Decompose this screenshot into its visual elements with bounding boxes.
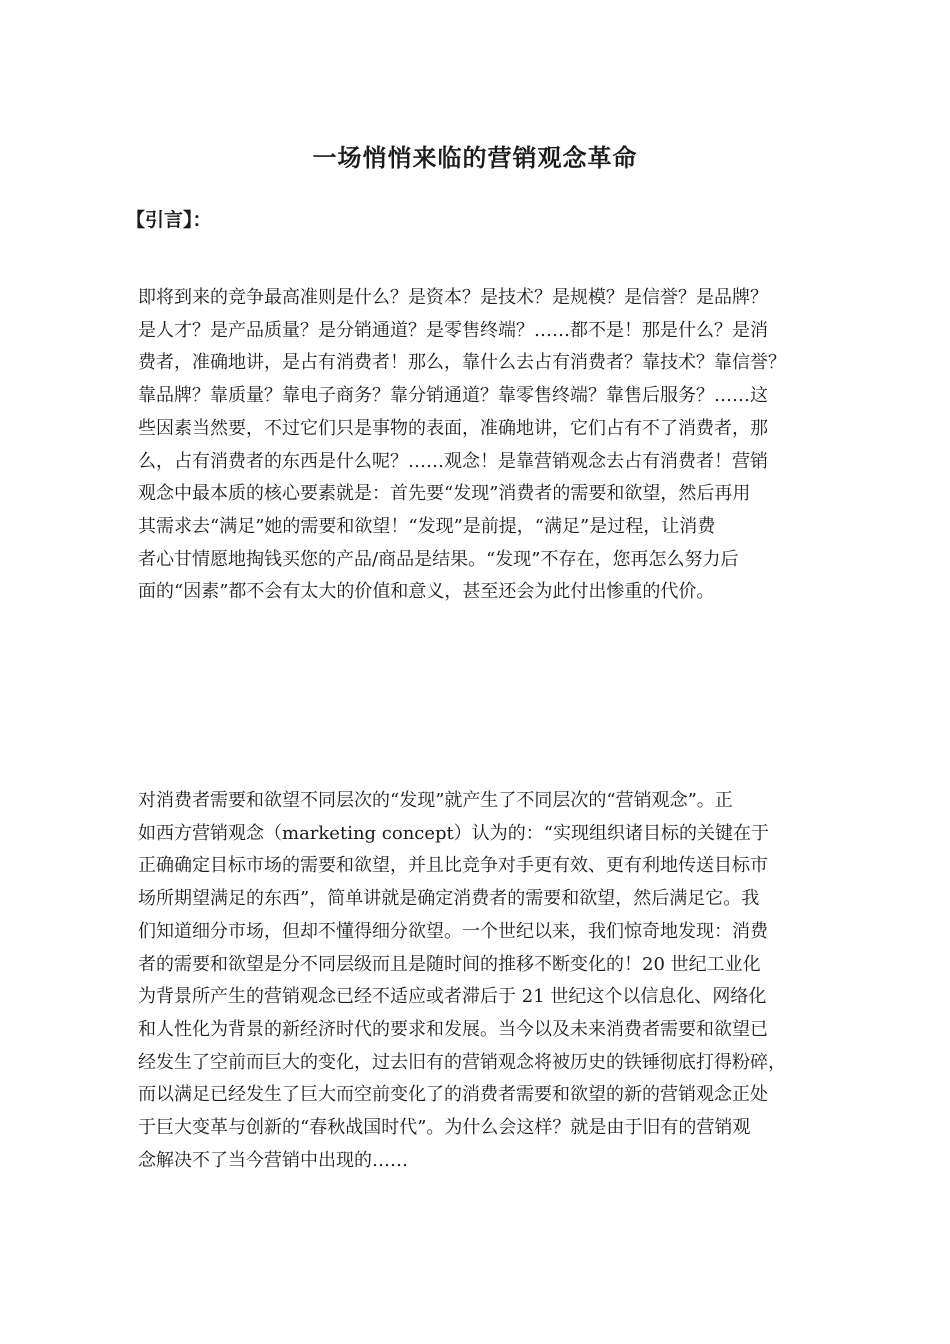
text-line: 是人才？是产品质量？是分销通道？是零售终端？……都不是！那是什么？是消 — [138, 319, 768, 341]
text-line: 正确确定目标市场的需要和欲望，并且比竞争对手更有效、更有利地传送目标市 — [138, 855, 768, 877]
paragraph-intro — [138, 282, 786, 609]
text-line: 和人性化为背景的新经济时代的要求和发展。当今以及未来消费者需要和欲望已 — [138, 1018, 768, 1040]
text-line: 于巨大变革与创新的“春秋战国时代”。为什么会这样？就是由于旧有的营销观 — [138, 1117, 751, 1139]
text-line: 面的“因素”都不会有太大的价值和意义，甚至还会为此付出惨重的代价。 — [138, 581, 715, 603]
text-line: 费者，准确地讲，是占有消费者！那么，靠什么去占有消费者？靠技术？靠信誉？ — [138, 352, 786, 374]
text-line: 即将到来的竞争最高准则是什么？是资本？是技术？是规模？是信誉？是品牌？ — [138, 287, 768, 308]
text-line: 如西方营销观念（marketing concept）认为的：“实现组织诸目标的关键在于 — [138, 822, 769, 844]
text-line: 经发生了空前而巨大的变化，过去旧有的营销观念将被历史的铁锤彻底打得粉碎， — [138, 1051, 786, 1073]
text-line: 么，占有消费者的东西是什么呢？……观念！是靠营销观念去占有消费者！营销 — [138, 450, 768, 472]
intro-heading: 【引言】： — [126, 209, 212, 231]
text-line: 们知道细分市场，但却不懂得细分欲望。一个世纪以来，我们惊奇地发现：消费 — [138, 920, 768, 942]
text-line: 靠品牌？靠质量？靠电子商务？靠分销通道？靠零售终端？靠售后服务？……这 — [138, 385, 768, 407]
text-line: 为背景所产生的营销观念已经不适应或者滞后于 21 世纪这个以信息化、网络化 — [138, 986, 767, 1008]
paragraph-body — [138, 785, 786, 1177]
text-line: 观念中最本质的核心要素就是：首先要“发现”消费者的需要和欲望，然后再用 — [138, 483, 751, 505]
text-line: 者的需要和欲望是分不同层级而且是随时间的推移不断变化的！20 世纪工业化 — [138, 953, 761, 975]
text-line: 场所期望满足的东西”，简单讲就是确定消费者的需要和欲望，然后满足它。我 — [138, 888, 760, 910]
text-line: 者心甘情愿地掏钱买您的产品/商品是结果。“发现”不存在，您再怎么努力后 — [138, 548, 739, 570]
document-title: 一场悄悄来临的营销观念革命 — [312, 143, 638, 172]
text-line: 而以满足已经发生了巨大而空前变化了的消费者需要和欲望的新的营销观念正处 — [138, 1084, 768, 1106]
text-line: 其需求去“满足”她的需要和欲望！“发现”是前提，“满足”是过程，让消费 — [138, 515, 716, 537]
text-line: 些因素当然要，不过它们只是事物的表面，准确地讲，它们占有不了消费者，那 — [138, 417, 768, 439]
text-line: 对消费者需要和欲望不同层次的“发现”就产生了不同层次的“营销观念”。正 — [138, 790, 733, 811]
text-line: 念解决不了当今营销中出现的…… — [138, 1149, 408, 1171]
